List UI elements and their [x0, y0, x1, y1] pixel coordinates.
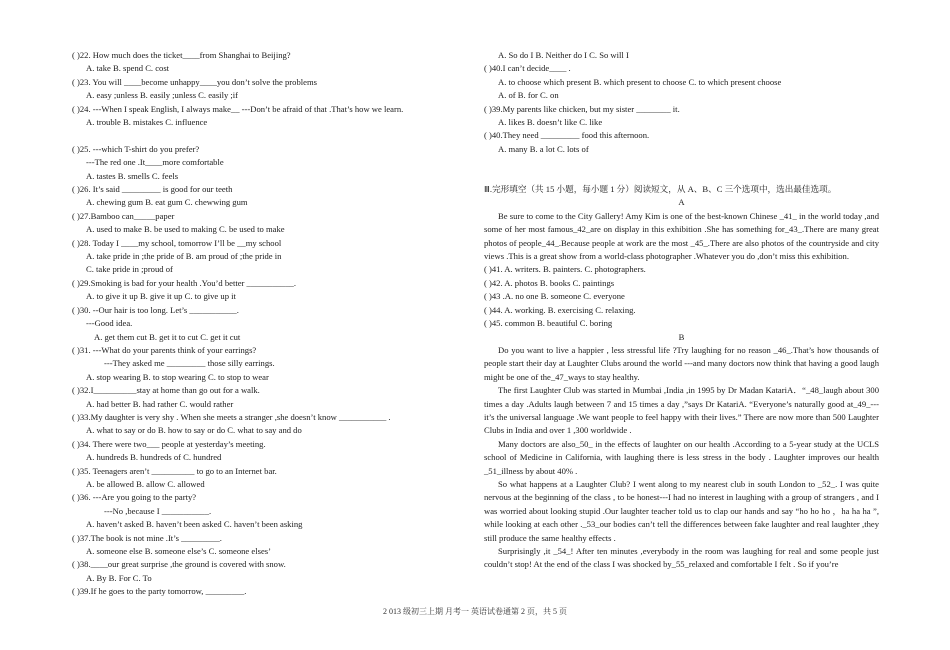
question-line: ( )40.They need _________ food this afternoon.	[484, 130, 650, 141]
question-line: A	[678, 197, 685, 208]
option-line: ( )41. A. writers. B. painters. C. photographers.	[484, 264, 646, 275]
passage-a-text: Be sure to come to the City Gallery! Amy Kim is one of the best-known Chinese _41_ in the world today ,and some of her most famous_42_are on display in this exhibition .She has something for_43_.There are many great photos of people_44_.Because people at work are the most _45_.There are also photos of the countryside and city views .This is a great show from a world-class photographer .Whatever you do ,don’t miss this exhibition.	[484, 210, 879, 262]
passage-b-paragraph: Do you want to live a happier , less stressful life ?Try laughing for no reason _46_.That’s how thousands of people start their day at Laughter Clubs around the world ---and many doctors now think that having a good laugh might be one of the_47_ways to stay healthy.	[484, 344, 879, 382]
question-line: A. many B. a lot C. lots of	[498, 143, 589, 154]
question-line: Ⅲ.完形填空（共 15 小题，每小题 1 分）阅读短文，从 A、B、C 三个选项中，选出最佳选项。	[484, 184, 837, 195]
question-line: ( )32.I__________stay at home than go out for a walk.	[72, 385, 260, 396]
option-line: ( )42. A. photos B. books C. paintings	[484, 277, 615, 288]
option-line: ( )44. A. working. B. exercising C. relaxing.	[484, 304, 636, 315]
cloze-passage-b	[484, 344, 879, 572]
right-top-questions	[484, 49, 879, 210]
question-line: ( )36. ---Are you going to the party?	[72, 492, 197, 503]
cloze-passage-a	[484, 210, 879, 264]
question-line: ( )39.My parents like chicken, but my sister ________ it.	[484, 103, 680, 114]
option-line: ( )45. common B. beautiful C. boring	[484, 318, 613, 329]
question-line: ( )28. Today I ____my school, tomorrow I’ll be __my school	[72, 237, 282, 248]
question-line: ( )34. There were two___ people at yesterday’s meeting.	[72, 438, 266, 449]
question-line: ( )31. ---What do your parents think of your earrings?	[72, 344, 257, 355]
passage-b-paragraph: So what happens at a Laughter Club? I went along to my nearest club in south London to _52_. I was quite nervous at the beginning of the class , to be honest---I had no interest in laughing with a group of strangers , and I was worried about looking stupid .Our laughter teacher told us to clap our hands and say “ho ho ho ，ha ha ha ”, while looking at each other ._53_our bodies can’t tell the differences between fake laughter and real laughter ,they still produce the same healthy effects .	[484, 478, 879, 543]
passage-b-paragraph: The first Laughter Club was started in Mumbai ,India ,in 1995 by Dr Madan KatariA．“_48_laugh about 300 times a day .Adults laugh between 7 and 15 times a day ,”says Dr KatariA. “Everyone’s naturally good at_49_---it’s the universal language .We want people to feel happy with their lives.” There are now more than 500 Laughter Clubs in India and over 1 ,300 worldwide .	[484, 385, 879, 436]
page-footer: 2 013 级初三上期 月考一 英语试卷通第 2 页，共 5 页	[383, 607, 567, 616]
question-line: ( )25. ---which T-shirt do you prefer?	[72, 143, 200, 154]
option-line: ( )43 .A. no one B. someone C. everyone	[484, 291, 625, 302]
question-line: ---Good idea.	[86, 318, 133, 329]
question-line: ( )40.I can’t decide____ .	[484, 63, 571, 74]
question-line: A. easy ;unless B. easily ;unless C. easily ;if	[86, 90, 239, 101]
question-line: A. likes B. doesn’t like C. like	[498, 117, 603, 128]
question-line: ---They asked me _________ those silly earrings.	[104, 358, 275, 369]
cloze-options-a	[484, 263, 879, 343]
question-line: ---No ,because I ___________.	[104, 505, 212, 516]
question-line: ( )26. It’s said _________ is good for our teeth	[72, 184, 233, 195]
question-line: ( )37.The book is not mine .It’s _________.	[72, 532, 222, 543]
question-line: ( )27.Bamboo can_____paper	[72, 210, 175, 221]
question-line: A. take pride in ;the pride of B. am proud of ;the pride in	[86, 251, 282, 262]
question-line	[72, 129, 447, 142]
question-line: ( )30. --Our hair is too long. Let’s ___________.	[72, 304, 239, 315]
question-line: ---The red one .It____more comfortable	[86, 157, 224, 168]
question-line: ( )38.____our great surprise ,the ground is covered with snow.	[72, 559, 286, 570]
question-line	[484, 156, 879, 169]
question-line: C. take pride in ;proud of	[86, 264, 173, 275]
question-line: ( )22. How much does the ticket____from Shanghai to Beijing?	[72, 50, 291, 60]
question-line: ( )29.Smoking is bad for your health .You’d better ___________.	[72, 277, 296, 288]
question-line: A. tastes B. smells C. feels	[86, 170, 179, 181]
question-line: A. to choose which present B. which present to choose C. to which present choose	[498, 76, 782, 87]
passage-b-paragraph: Surprisingly ,it _54_! After ten minutes ,everybody in the room was laughing for real and some people just couldn’t stop! At the end of the class I was shocked by_55_relaxed and comfortable I felt . So if you’re	[484, 546, 879, 570]
question-line: A. trouble B. mistakes C. influence	[86, 117, 208, 128]
question-line: A. stop wearing B. to stop wearing C. to stop to wear	[86, 371, 269, 382]
question-line: ( )39.If he goes to the party tomorrow, _________.	[72, 586, 247, 597]
option-line: B	[678, 331, 685, 342]
question-line: A. had better B. had rather C. would rather	[86, 398, 234, 409]
question-line: ( )33.My daughter is very shy . When she meets a stranger ,she doesn’t know ___________ .	[72, 411, 391, 422]
passage-b-paragraph: Many doctors are also_50_ in the effects of laughter on our health .According to a 5-year study at the UCLS school of Medicine in California, with laughing there is less stress in the body . Laughter improves our health _51_illness by about 40% .	[484, 438, 879, 476]
left-column	[72, 49, 447, 599]
question-line: A. get them cut B. get it to cut C. get it cut	[94, 331, 241, 342]
question-line: ( )24. ---When I speak English, I always make__ ---Don’t be afraid of that .That’s how we learn.	[72, 103, 404, 114]
question-line	[484, 170, 879, 183]
question-line: A. chewing gum B. eat gum C. chewwing gum	[86, 197, 248, 208]
question-line: A. of B. for C. on	[498, 90, 559, 101]
right-column	[484, 49, 879, 572]
question-line: A. take B. spend C. cost	[86, 63, 170, 74]
question-line: ( )35. Teenagers aren’t __________ to go to an Internet bar.	[72, 465, 277, 476]
question-line: A. someone else B. someone else’s C. someone elses’	[86, 546, 271, 557]
question-line: ( )23. You will ____become unhappy____you don’t solve the problems	[72, 76, 317, 87]
question-line: A. So do I B. Neither do I C. So will I	[498, 50, 629, 60]
question-line: A. what to say or do B. how to say or do C. what to say and do	[86, 425, 302, 436]
question-line: A. hundreds B. hundreds of C. hundred	[86, 452, 222, 463]
question-line: A. By B. For C. To	[86, 572, 152, 583]
question-line: A. haven’t asked B. haven’t been asked C. haven’t been asking	[86, 519, 303, 530]
question-line: A. be allowed B. allow C. allowed	[86, 478, 205, 489]
question-line: A. to give it up B. give it up C. to give up it	[86, 291, 236, 302]
question-line: A. used to make B. be used to making C. be used to make	[86, 224, 285, 235]
